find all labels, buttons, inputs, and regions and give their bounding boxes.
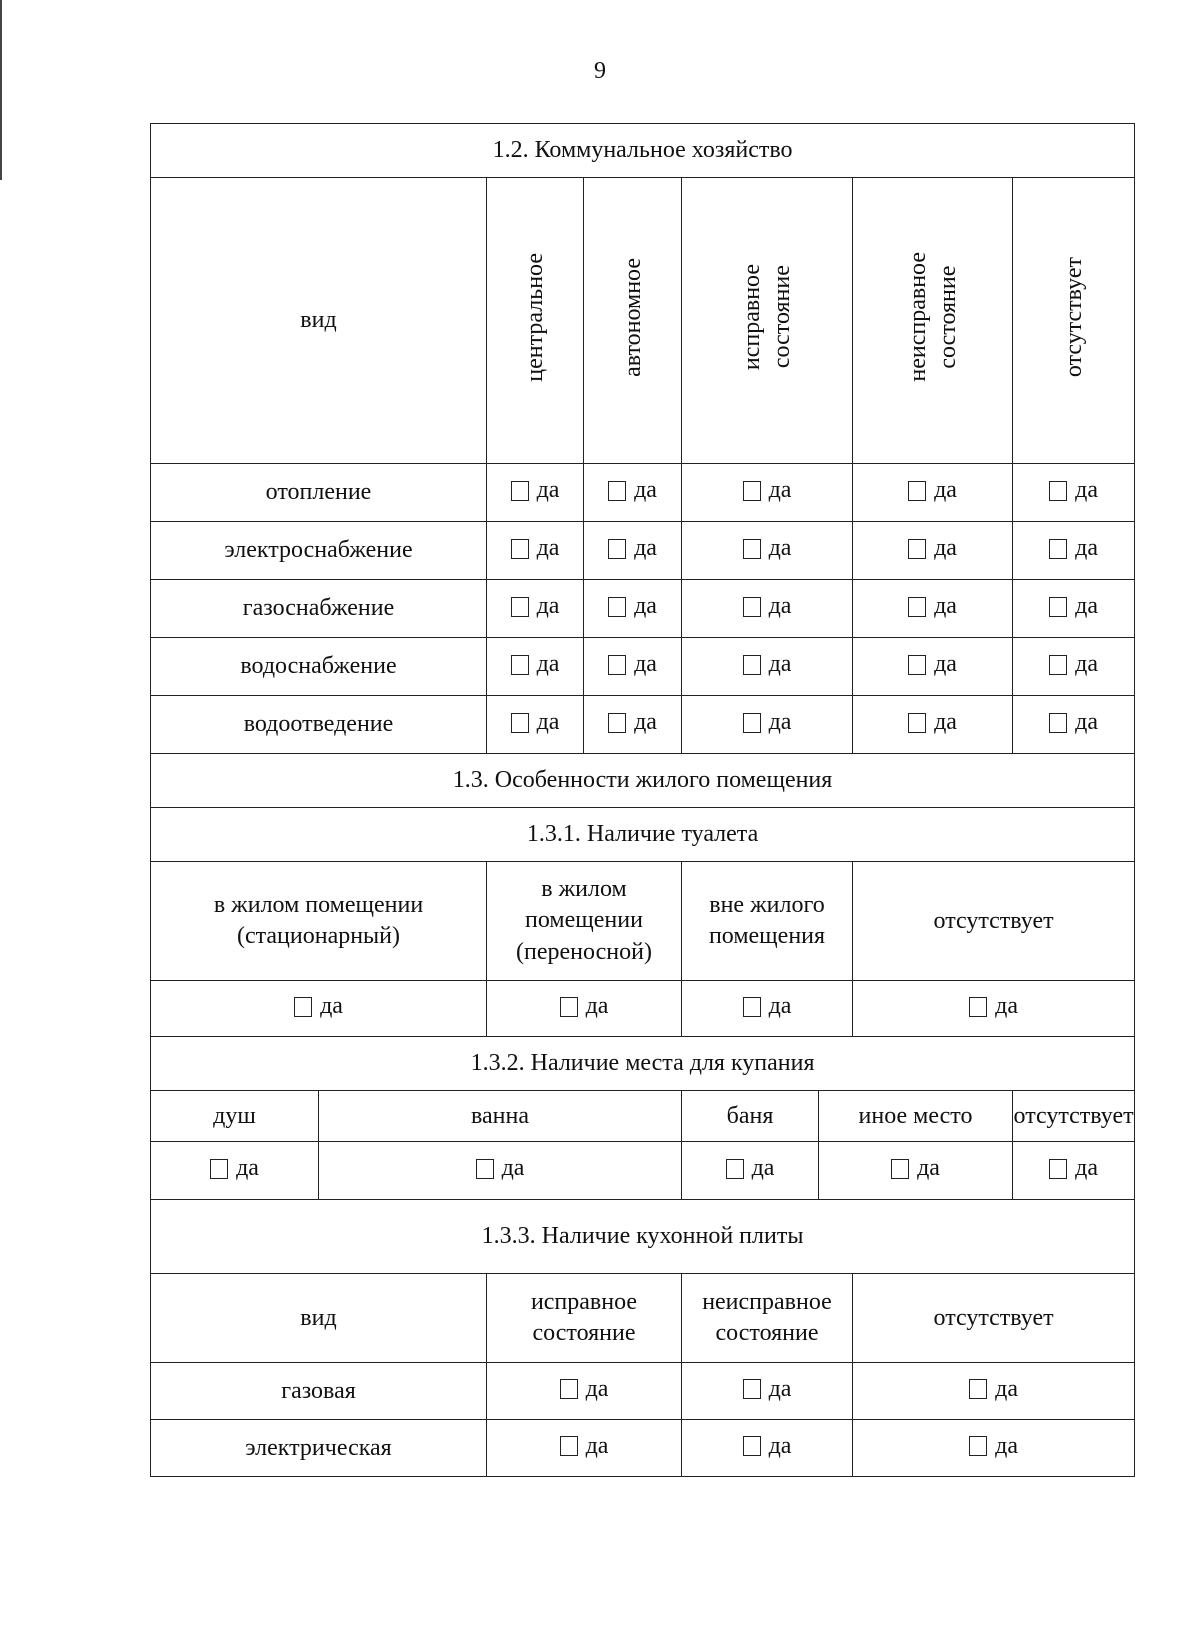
- checkbox[interactable]: [608, 713, 626, 733]
- checkbox[interactable]: [476, 1159, 494, 1179]
- checkbox[interactable]: [969, 1436, 987, 1456]
- checkbox-cell[interactable]: да: [1013, 1142, 1135, 1200]
- checkbox[interactable]: [743, 997, 761, 1017]
- row-label: отопление: [151, 464, 487, 522]
- row-label: водоотведение: [151, 696, 487, 754]
- checkbox-cell[interactable]: да: [853, 522, 1013, 580]
- checkbox-cell[interactable]: да: [682, 638, 853, 696]
- section-title-features: 1.3. Особенности жилого помещения: [151, 754, 1135, 808]
- column-header-stove-working: исправное состояние: [487, 1274, 682, 1363]
- checkbox[interactable]: [511, 539, 529, 559]
- table-row: [151, 464, 1135, 522]
- checkbox[interactable]: [560, 1379, 578, 1399]
- checkbox-cell[interactable]: да: [1013, 464, 1135, 522]
- section-title-communal: 1.2. Коммунальное хозяйство: [151, 124, 1135, 178]
- table-row: [151, 1420, 1135, 1477]
- column-header-stove-absent: отсутствует: [853, 1274, 1135, 1363]
- checkbox-cell[interactable]: да: [853, 696, 1013, 754]
- checkbox-cell[interactable]: да: [584, 522, 682, 580]
- checkbox[interactable]: [608, 539, 626, 559]
- column-header-autonomous: автономное: [584, 178, 682, 464]
- checkbox[interactable]: [743, 713, 761, 733]
- column-header-other-place: иное место: [819, 1091, 1013, 1142]
- column-header-sauna: баня: [682, 1091, 819, 1142]
- checkbox[interactable]: [608, 481, 626, 501]
- column-header-stove-type: вид: [151, 1274, 487, 1363]
- checkbox-cell[interactable]: да: [1013, 638, 1135, 696]
- column-header-toilet-absent: отсутствует: [853, 862, 1135, 981]
- table-row: [151, 1363, 1135, 1420]
- checkbox-cell[interactable]: да: [487, 1420, 682, 1477]
- checkbox-cell[interactable]: да: [682, 696, 853, 754]
- checkbox[interactable]: [1049, 1159, 1067, 1179]
- column-header-toilet-portable: в жилом помещении (переносной): [487, 862, 682, 981]
- checkbox-cell[interactable]: да: [853, 638, 1013, 696]
- checkbox[interactable]: [891, 1159, 909, 1179]
- checkbox-cell[interactable]: да: [487, 464, 584, 522]
- checkbox-cell[interactable]: да: [584, 464, 682, 522]
- checkbox[interactable]: [1049, 481, 1067, 501]
- checkbox[interactable]: [743, 655, 761, 675]
- table-row: [151, 981, 1135, 1037]
- checkbox-cell[interactable]: да: [584, 580, 682, 638]
- row-label: водоснабжение: [151, 638, 487, 696]
- checkbox[interactable]: [210, 1159, 228, 1179]
- checkbox[interactable]: [560, 1436, 578, 1456]
- table-row: [151, 638, 1135, 696]
- row-label: электроснабжение: [151, 522, 487, 580]
- checkbox-cell[interactable]: да: [853, 1420, 1135, 1477]
- checkbox-cell[interactable]: да: [853, 981, 1135, 1037]
- checkbox[interactable]: [608, 597, 626, 617]
- checkbox[interactable]: [743, 1379, 761, 1399]
- checkbox-cell[interactable]: да: [682, 1142, 819, 1200]
- checkbox-cell[interactable]: да: [319, 1142, 682, 1200]
- checkbox[interactable]: [969, 997, 987, 1017]
- checkbox-cell[interactable]: да: [682, 1363, 853, 1420]
- checkbox-cell[interactable]: да: [487, 580, 584, 638]
- checkbox-cell[interactable]: да: [682, 522, 853, 580]
- column-header-working: исправное состояние: [682, 178, 853, 464]
- checkbox-cell[interactable]: да: [1013, 580, 1135, 638]
- table-row: [151, 696, 1135, 754]
- checkbox-cell[interactable]: да: [853, 464, 1013, 522]
- column-header-stove-broken: неисправное состояние: [682, 1274, 853, 1363]
- checkbox-cell[interactable]: да: [584, 638, 682, 696]
- checkbox-cell[interactable]: да: [853, 1363, 1135, 1420]
- checkbox[interactable]: [511, 713, 529, 733]
- checkbox-cell[interactable]: да: [1013, 522, 1135, 580]
- checkbox-cell[interactable]: да: [487, 1363, 682, 1420]
- checkbox-cell[interactable]: да: [151, 1142, 319, 1200]
- checkbox[interactable]: [1049, 655, 1067, 675]
- section-title-toilet: 1.3.1. Наличие туалета: [151, 808, 1135, 862]
- checkbox-cell[interactable]: да: [682, 464, 853, 522]
- column-header-central: центральное: [487, 178, 584, 464]
- checkbox[interactable]: [726, 1159, 744, 1179]
- checkbox[interactable]: [1049, 539, 1067, 559]
- column-header-toilet-outside: вне жилого помещения: [682, 862, 853, 981]
- checkbox-cell[interactable]: да: [487, 696, 584, 754]
- checkbox[interactable]: [743, 481, 761, 501]
- checkbox[interactable]: [743, 1436, 761, 1456]
- checkbox-cell[interactable]: да: [682, 981, 853, 1037]
- table-row: [151, 1142, 1135, 1200]
- checkbox[interactable]: [560, 997, 578, 1017]
- checkbox-cell[interactable]: да: [584, 696, 682, 754]
- page-number: 9: [594, 58, 606, 84]
- checkbox[interactable]: [1049, 713, 1067, 733]
- checkbox-cell[interactable]: да: [151, 981, 487, 1037]
- checkbox[interactable]: [511, 655, 529, 675]
- survey-form-table: [150, 123, 1135, 1477]
- checkbox[interactable]: [908, 655, 926, 675]
- checkbox[interactable]: [908, 539, 926, 559]
- checkbox[interactable]: [294, 997, 312, 1017]
- row-label: газоснабжение: [151, 580, 487, 638]
- checkbox-cell[interactable]: да: [853, 580, 1013, 638]
- checkbox[interactable]: [908, 597, 926, 617]
- page-edge: [0, 0, 2, 180]
- column-header-bathing-absent: отсутствует: [1013, 1091, 1135, 1142]
- column-header-type: вид: [151, 178, 487, 464]
- checkbox[interactable]: [908, 481, 926, 501]
- column-header-absent: отсутствует: [1013, 178, 1135, 464]
- row-label: электрическая: [151, 1420, 487, 1477]
- section-title-bathing: 1.3.2. Наличие места для купания: [151, 1037, 1135, 1091]
- checkbox-cell[interactable]: да: [819, 1142, 1013, 1200]
- checkbox[interactable]: [908, 713, 926, 733]
- column-header-broken: неисправное состояние: [853, 178, 1013, 464]
- checkbox[interactable]: [511, 481, 529, 501]
- checkbox-cell[interactable]: да: [682, 580, 853, 638]
- checkbox-cell[interactable]: да: [1013, 696, 1135, 754]
- column-header-bath: ванна: [319, 1091, 682, 1142]
- row-label: газовая: [151, 1363, 487, 1420]
- checkbox-cell[interactable]: да: [682, 1420, 853, 1477]
- table-row: [151, 522, 1135, 580]
- checkbox[interactable]: [969, 1379, 987, 1399]
- checkbox[interactable]: [511, 597, 529, 617]
- checkbox[interactable]: [743, 539, 761, 559]
- checkbox-cell[interactable]: да: [487, 981, 682, 1037]
- checkbox-cell[interactable]: да: [487, 522, 584, 580]
- column-header-toilet-stationary: в жилом помещении (стационарный): [151, 862, 487, 981]
- column-header-shower: душ: [151, 1091, 319, 1142]
- table-row: [151, 580, 1135, 638]
- checkbox[interactable]: [608, 655, 626, 675]
- section-title-stove: 1.3.3. Наличие кухонной плиты: [151, 1200, 1135, 1274]
- checkbox[interactable]: [743, 597, 761, 617]
- checkbox-cell[interactable]: да: [487, 638, 584, 696]
- checkbox[interactable]: [1049, 597, 1067, 617]
